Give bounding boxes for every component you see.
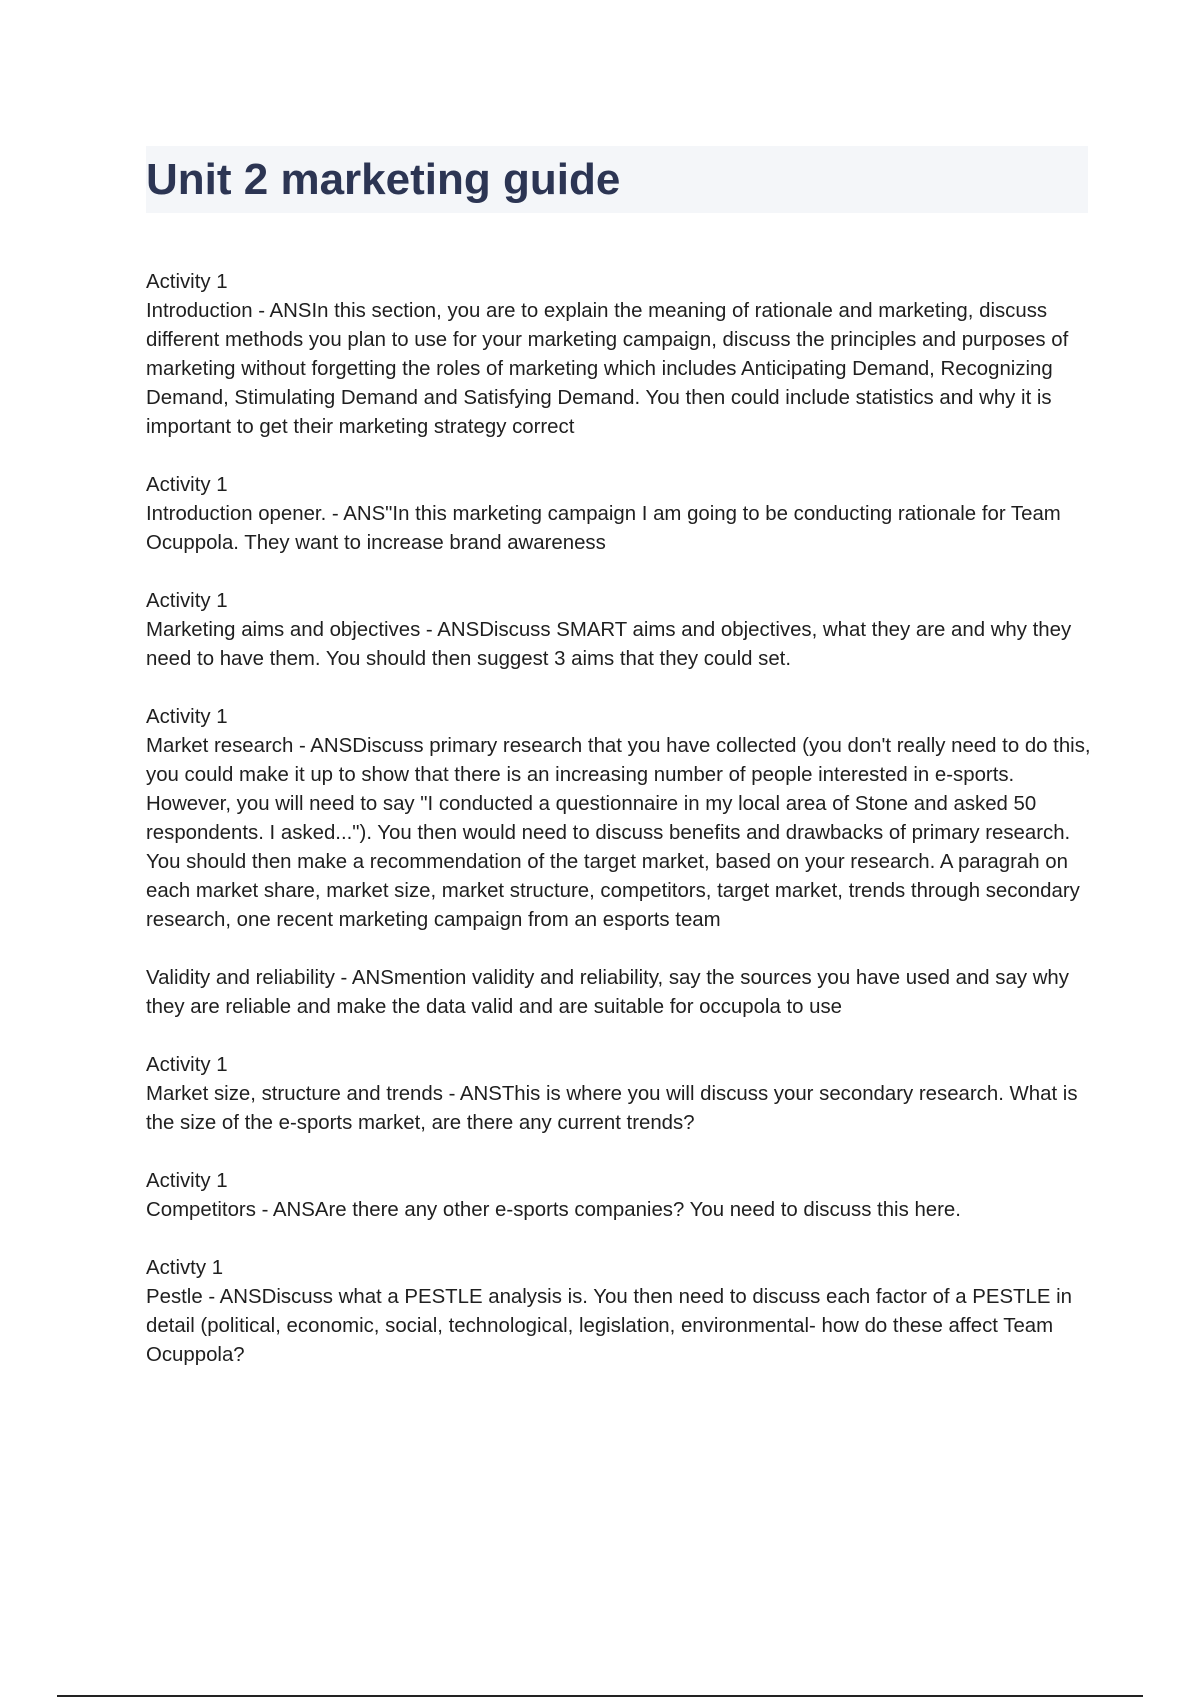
activity-label: Activity 1 <box>146 590 228 612</box>
activity-text: Validity and reliability - ANSmention validity and reliability, say the sources you have used and say why they are reliable and make the data valid and are suitable for occupola to use <box>146 967 1069 1018</box>
activity-label: Activity 1 <box>146 474 228 496</box>
activity-block-introduction-opener <box>146 471 1091 558</box>
activity-text: Market size, structure and trends - ANSThis is where you will discuss your secondary research. What is the size of the e-sports market, are there any current trends? <box>146 1083 1078 1134</box>
activity-label: Activity 1 <box>146 706 228 728</box>
page-title: Unit 2 marketing guide <box>146 155 621 204</box>
activity-text: Marketing aims and objectives - ANSDiscuss SMART aims and objectives, what they are and why they need to have them. You should then suggest 3 aims that they could set. <box>146 619 1072 670</box>
document-body <box>146 268 1091 1399</box>
activity-label: Activty 1 <box>146 1257 224 1279</box>
activity-block-introduction <box>146 268 1091 442</box>
activity-label: Activity 1 <box>146 1170 228 1192</box>
activity-block-validity-reliability <box>146 964 1091 1022</box>
activity-text: Pestle - ANSDiscuss what a PESTLE analysis is. You then need to discuss each factor of a PESTLE in detail (political, economic, social, technological, legislation, environmental- how do these affect Team Ocuppola? <box>146 1286 1072 1366</box>
footer-divider <box>57 1695 1143 1697</box>
activity-block-competitors <box>146 1167 1091 1225</box>
activity-text: Market research - ANSDiscuss primary research that you have collected (you don't really need to do this, you could make it up to show that there is an increasing number of people interested in e-sports. However, you will need to say "I conducted a questionnaire in my local area of Stone and asked 50 respondents. I asked..."). You then would need to discuss benefits and drawbacks of primary research. You should then make a recommendation of the target market, based on your research. A paragrah on each market share, market size, market structure, competitors, target market, trends through secondary research, one recent marketing campaign from an esports team <box>146 735 1091 931</box>
activity-text: Competitors - ANSAre there any other e-sports companies? You need to discuss this here. <box>146 1199 961 1221</box>
title-band <box>146 146 1088 213</box>
activity-block-market-research <box>146 703 1091 935</box>
activity-block-market-size <box>146 1051 1091 1138</box>
activity-label: Activity 1 <box>146 271 228 293</box>
activity-block-pestle <box>146 1254 1091 1370</box>
activity-label: Activity 1 <box>146 1054 228 1076</box>
activity-block-aims-objectives <box>146 587 1091 674</box>
activity-text: Introduction opener. - ANS"In this marketing campaign I am going to be conducting rationale for Team Ocuppola. They want to increase brand awareness <box>146 503 1061 554</box>
activity-text: Introduction - ANSIn this section, you are to explain the meaning of rationale and marketing, discuss different methods you plan to use for your marketing campaign, discuss the principles and purposes of marketing without forgetting the roles of marketing which includes Anticipating Demand, Recognizing Demand, Stimulating Demand and Satisfying Demand. You then could include statistics and why it is important to get their marketing strategy correct <box>146 300 1069 438</box>
